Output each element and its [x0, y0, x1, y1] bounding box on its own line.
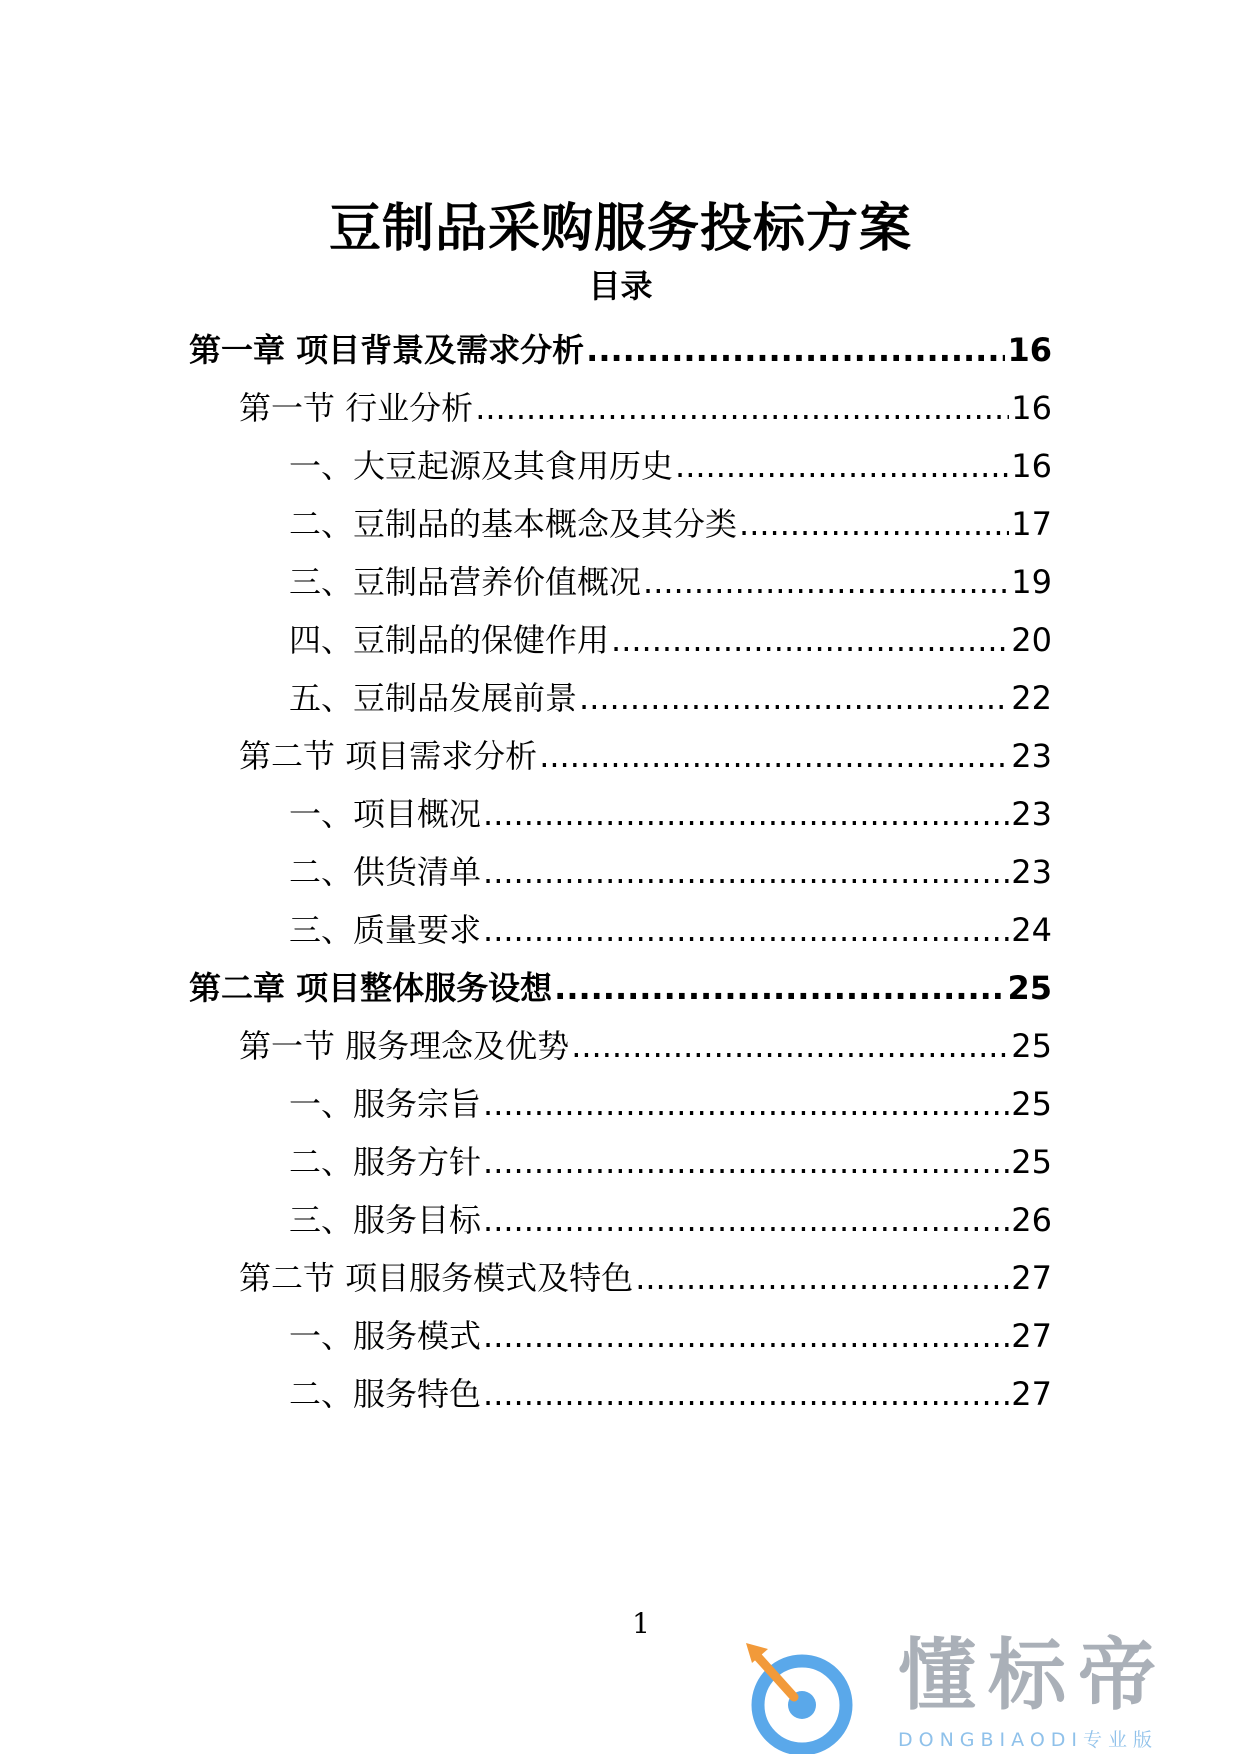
toc-entry-page: 16 [1011, 447, 1052, 485]
toc-entry-label: 三、质量要求 [289, 911, 482, 949]
toc-entry-label: 四、豆制品的保健作用 [289, 621, 610, 659]
toc-entry[interactable] [289, 1316, 1052, 1356]
toc-heading: 目录 [588, 267, 653, 305]
toc-entry[interactable] [289, 852, 1052, 892]
toc-entry-label: 一、大豆起源及其食用历史 [289, 447, 674, 485]
toc-entry-label: 一、服务模式 [289, 1317, 482, 1355]
toc-entry-page: 17 [1011, 505, 1052, 543]
toc-entry[interactable] [289, 1142, 1052, 1182]
toc-entry-page: 25 [1007, 969, 1052, 1007]
toc-entry-label: 三、豆制品营养价值概况 [289, 563, 642, 601]
toc-entry-label: 第二节 项目服务模式及特色 [239, 1259, 634, 1297]
toc-entry-page: 23 [1011, 795, 1052, 833]
toc-entry[interactable] [289, 1374, 1052, 1414]
toc-leader-dots [483, 910, 1009, 950]
toc-entry-label: 一、项目概况 [289, 795, 482, 833]
toc-entry[interactable] [289, 446, 1052, 486]
toc-entry-page: 26 [1011, 1201, 1052, 1239]
toc-entry-label: 五、豆制品发展前景 [289, 679, 578, 717]
toc-entry-page: 16 [1011, 389, 1052, 427]
toc-entry[interactable] [189, 968, 1052, 1008]
toc-entry-label: 第一节 服务理念及优势 [239, 1027, 570, 1065]
toc-entry-page: 22 [1011, 679, 1052, 717]
toc-entry-label: 一、服务宗旨 [289, 1085, 482, 1123]
toc-entry-label: 三、服务目标 [289, 1201, 482, 1239]
toc-entry[interactable] [289, 504, 1052, 544]
toc-entry-page: 16 [1007, 331, 1052, 369]
toc-entry-page: 25 [1011, 1085, 1052, 1123]
toc-entry[interactable] [289, 910, 1052, 950]
toc-entry[interactable] [289, 678, 1052, 718]
toc-entry-page: 24 [1011, 911, 1052, 949]
toc-leader-dots [643, 562, 1009, 602]
toc-leader-dots [483, 1142, 1009, 1182]
toc-entry-page: 19 [1011, 563, 1052, 601]
toc-entry[interactable] [289, 794, 1052, 834]
toc-leader-dots [475, 388, 1009, 428]
target-arrow-icon [740, 1635, 870, 1754]
document-title: 豆制品采购服务投标方案 [328, 198, 912, 259]
toc-entry-label: 二、供货清单 [289, 853, 482, 891]
toc-entry[interactable] [239, 1026, 1052, 1066]
watermark [740, 1631, 1240, 1754]
toc-entry-page: 20 [1011, 621, 1052, 659]
toc-entry-label: 第二节 项目需求分析 [239, 737, 538, 775]
toc-entry[interactable] [289, 620, 1052, 660]
toc-leader-dots [739, 504, 1009, 544]
toc-entry[interactable] [289, 1200, 1052, 1240]
toc-entry-page: 23 [1011, 737, 1052, 775]
toc-leader-dots [539, 736, 1009, 776]
toc-leader-dots [483, 794, 1009, 834]
watermark-subtitle: DONGBIAODI专业版 [898, 1729, 1159, 1751]
page-number: 1 [632, 1607, 650, 1640]
toc-entry[interactable] [239, 1258, 1052, 1298]
toc-entry-page: 27 [1011, 1317, 1052, 1355]
toc-entry[interactable] [239, 736, 1052, 776]
toc-entry-label: 第一节 行业分析 [239, 389, 474, 427]
toc-leader-dots [586, 330, 1005, 370]
toc-leader-dots [483, 1374, 1009, 1414]
watermark-brand-name: 懂标帝 [898, 1631, 1169, 1721]
toc-leader-dots [483, 852, 1009, 892]
toc-entry-label: 第二章 项目整体服务设想 [189, 969, 553, 1007]
toc-leader-dots [579, 678, 1009, 718]
toc-leader-dots [635, 1258, 1009, 1298]
toc-entry-page: 27 [1011, 1375, 1052, 1413]
toc-entry[interactable] [289, 562, 1052, 602]
toc-entry-label: 二、服务方针 [289, 1143, 482, 1181]
toc-leader-dots [483, 1200, 1009, 1240]
toc-entry-label: 二、服务特色 [289, 1375, 482, 1413]
toc-leader-dots [554, 968, 1005, 1008]
toc-entry-label: 第一章 项目背景及需求分析 [189, 331, 585, 369]
toc-leader-dots [611, 620, 1009, 660]
toc-entry[interactable] [189, 330, 1052, 370]
toc-leader-dots [483, 1316, 1009, 1356]
toc-entry-page: 27 [1011, 1259, 1052, 1297]
toc-entry-page: 25 [1011, 1143, 1052, 1181]
toc-leader-dots [483, 1084, 1009, 1124]
toc-entry-label: 二、豆制品的基本概念及其分类 [289, 505, 738, 543]
toc-entry-page: 23 [1011, 853, 1052, 891]
toc-entry[interactable] [239, 388, 1052, 428]
toc-leader-dots [675, 446, 1009, 486]
toc-leader-dots [571, 1026, 1009, 1066]
toc-entry[interactable] [289, 1084, 1052, 1124]
toc-entry-page: 25 [1011, 1027, 1052, 1065]
